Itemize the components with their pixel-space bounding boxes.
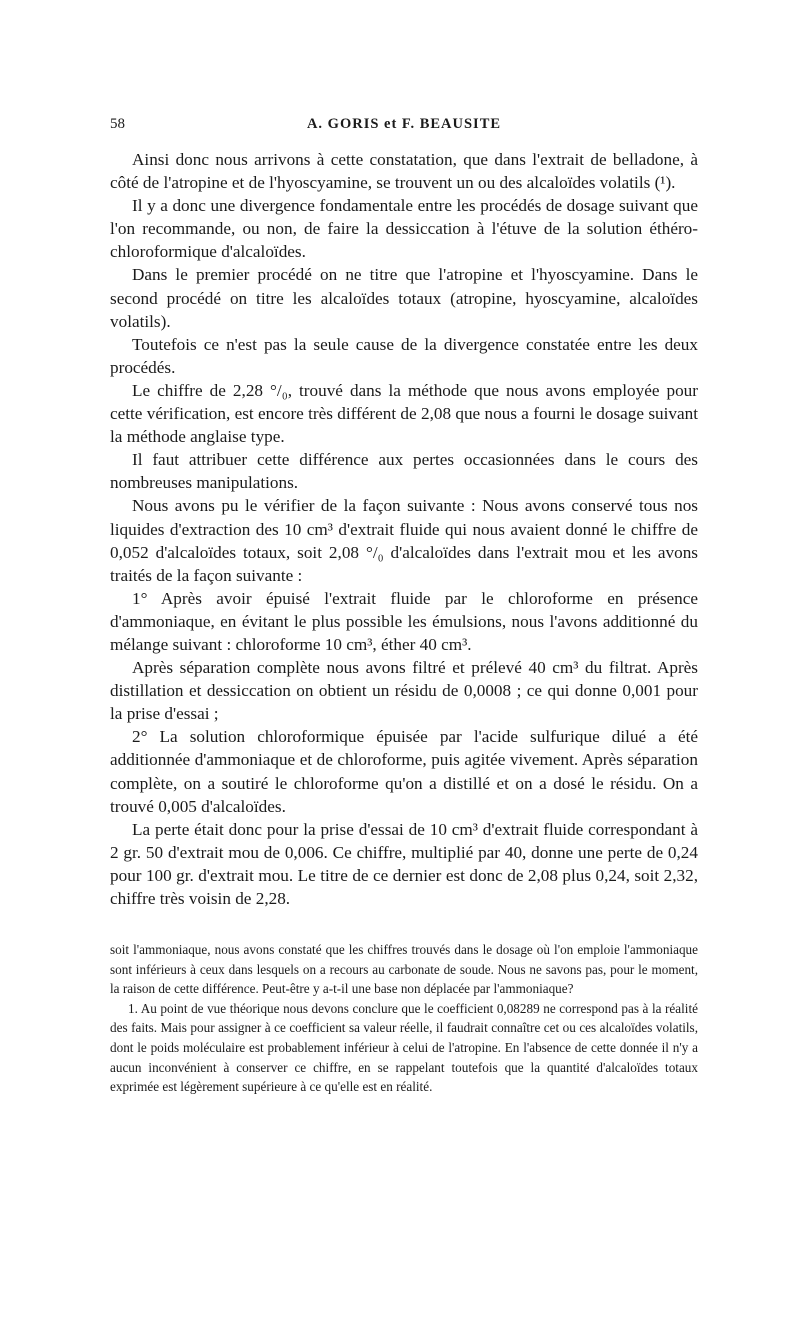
page-number: 58 xyxy=(110,116,125,132)
running-title: A. GORIS et F. BEAUSITE xyxy=(306,116,502,132)
main-text xyxy=(110,148,698,910)
paragraph: Le chiffre de 2,28 °/₀, trouvé dans la méthode que nous avons employée pour cette vérification, est encore très différent de 2,08 que nous a fourni le dosage suivant la méthode anglaise type. xyxy=(110,380,698,447)
paragraph: Dans le premier procédé on ne titre que l'atropine et l'hyoscyamine. Dans le second procédé on titre les alcaloïdes totaux (atropine, hyoscyamine, alcaloïdes volatils). xyxy=(110,265,698,331)
paragraph: Il faut attribuer cette différence aux pertes occasionnées dans le cours des nombreuses manipulations. xyxy=(110,450,698,493)
paragraph: Ainsi donc nous arrivons à cette constatation, que dans l'extrait de belladone, à côté de l'atropine et de l'hyoscyamine, se trouvent un ou des alcaloïdes volatils (¹). xyxy=(110,150,698,193)
footnotes xyxy=(110,940,698,1097)
paragraph: Toutefois ce n'est pas la seule cause de la divergence constatée entre les deux procédés. xyxy=(110,334,698,377)
paragraph: La perte était donc pour la prise d'essai de 10 cm³ d'extrait fluide correspondant à 2 gr. 50 d'extrait mou de 0,006. Ce chiffre, multiplié par 40, donne une perte de 0,24 pour 100 gr. d'extrait mou. Le titre de ce dernier est donc de 2,08 plus 0,24, soit 2,32, chiffre très voisin de 2,28. xyxy=(110,819,698,908)
footnote: 1. Au point de vue théorique nous devons conclure que le coefficient 0,08289 ne correspond pas à la réalité des faits. Mais pour assigner à ce coefficient sa valeur réelle, il faudrait connaître cet ou ces alcaloïdes volatils, dont le poids moléculaire est probablement inférieur à celui de l'atropine. En l'absence de cette donnée il n'y a aucun inconvénient à conserver ce chiffre, en se rappelant toutefois que la quantité d'alcaloïdes totaux exprimée est légèrement supérieure à ce qu'elle est en réalité. xyxy=(110,1000,698,1095)
page-header xyxy=(110,116,698,136)
paragraph: Il y a donc une divergence fondamentale entre les procédés de dosage suivant que l'on recommande, ou non, de faire la dessiccation à l'étuve de la solution éthéro-chloroformique d'alcaloïdes. xyxy=(110,196,698,262)
paragraph: Nous avons pu le vérifier de la façon suivante : Nous avons conservé tous nos liquides d'extraction des 10 cm³ d'extrait fluide qui nous avaient donné le chiffre de 0,052 d'alcaloïdes totaux, soit 2,08 °/₀ d'alcaloïdes dans l'extrait mou et les avons traités de la façon suivante : xyxy=(110,496,698,585)
paragraph: 2° La solution chloroformique épuisée par l'acide sulfurique dilué a été additionnée d'ammoniaque et de chloroforme, puis agitée vivement. Après séparation complète, on a soutiré le chloroforme qu'on a distillé et on a dosé le résidu. On a trouvé 0,005 d'alcaloïdes. xyxy=(110,727,698,816)
paragraph: 1° Après avoir épuisé l'extrait fluide par le chloroforme en présence d'ammoniaque, en évitant le plus possible les émulsions, nous l'avons additionné du mélange suivant : chloroforme 10 cm³, éther 40 cm³. xyxy=(110,588,698,654)
footnote-continuation: soit l'ammoniaque, nous avons constaté que les chiffres trouvés dans le dosage où l'on emploie l'ammoniaque sont inférieurs à ceux dans lesquels on a recours au carbonate de soude. Nous ne savons pas, pour le moment, la raison de cette différence. Peut-être y a-t-il une base non déplacée par l'ammoniaque? xyxy=(110,942,698,997)
paragraph: Après séparation complète nous avons filtré et prélevé 40 cm³ du filtrat. Après distillation et dessiccation on obtient un résidu de 0,0008 ; ce qui donne 0,001 pour la prise d'essai ; xyxy=(110,658,698,724)
